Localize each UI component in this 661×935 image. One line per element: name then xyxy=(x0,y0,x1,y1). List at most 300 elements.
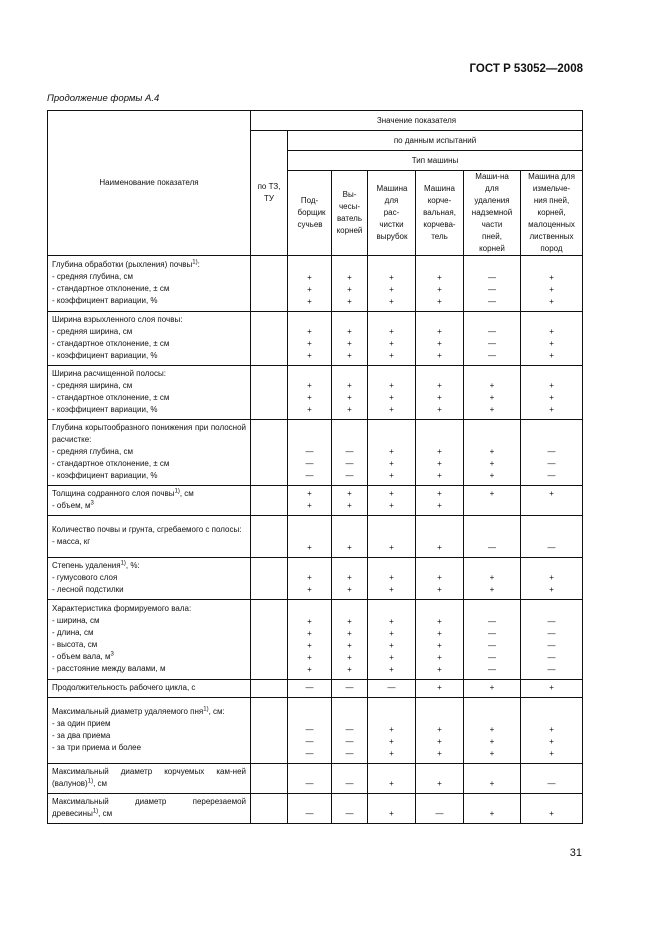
table-row xyxy=(48,600,583,680)
dash-mark: — xyxy=(547,629,556,638)
dash-mark: — xyxy=(345,809,354,818)
plus-mark: + xyxy=(489,737,495,746)
plus-mark: + xyxy=(549,339,554,348)
indicator-text: - масса, кг xyxy=(52,537,91,546)
plus-mark: + xyxy=(489,447,495,456)
dash-mark: — xyxy=(547,653,556,662)
mark-cell xyxy=(368,516,416,558)
table-row xyxy=(48,764,583,794)
mark-cell xyxy=(368,420,416,486)
plus-mark: + xyxy=(489,471,495,480)
plus-mark: + xyxy=(347,573,352,582)
mark-cell xyxy=(288,366,332,420)
mark-cell xyxy=(464,516,521,558)
indicator-text: - коэффициент вариации, % xyxy=(52,471,158,480)
plus-mark: + xyxy=(389,471,394,480)
mark-cell xyxy=(288,420,332,486)
dash-mark: — xyxy=(547,543,556,552)
mark-cell xyxy=(332,600,368,680)
dash-mark: — xyxy=(305,779,314,788)
group-header-machine-type: Тип машины xyxy=(288,151,583,171)
mark-cell xyxy=(368,366,416,420)
indicator-text: - гумусового слоя xyxy=(52,573,118,582)
indicator-text: Ширина расчищенной полосы: xyxy=(52,369,166,378)
plus-mark: + xyxy=(347,405,352,414)
mark-cell xyxy=(416,486,464,516)
plus-mark: + xyxy=(489,393,495,402)
dash-mark: — xyxy=(345,779,354,788)
plus-mark: + xyxy=(307,273,312,282)
mark-cell xyxy=(288,764,332,794)
mark-cell xyxy=(464,312,521,366)
indicator-text: - стандартное отклонение, ± см xyxy=(52,393,170,402)
plus-mark: + xyxy=(489,809,495,818)
dash-mark: — xyxy=(488,665,496,674)
plus-mark: + xyxy=(489,459,495,468)
plus-mark: + xyxy=(347,381,352,390)
tz-value-cell xyxy=(251,366,288,420)
plus-mark: + xyxy=(437,573,442,582)
mark-cell xyxy=(521,680,583,698)
plus-mark: + xyxy=(389,297,394,306)
group-header-value: Значение показателя xyxy=(251,111,583,131)
mark-cell xyxy=(416,312,464,366)
plus-mark: + xyxy=(489,725,495,734)
plus-mark: + xyxy=(307,489,312,498)
dash-mark: — xyxy=(547,665,556,674)
plus-mark: + xyxy=(307,501,312,510)
unit-exponent: 3 xyxy=(110,651,114,658)
dash-mark: — xyxy=(387,683,396,692)
plus-mark: + xyxy=(389,809,394,818)
indicator-text: - средняя глубина, см xyxy=(52,447,133,456)
machine-header-3 xyxy=(368,171,416,256)
plus-mark: + xyxy=(437,617,442,626)
plus-mark: + xyxy=(347,653,352,662)
plus-mark: + xyxy=(389,617,394,626)
dash-mark: — xyxy=(488,339,496,348)
indicator-text: Максимальный диаметр перерезаемой древесины xyxy=(52,797,246,818)
plus-mark: + xyxy=(437,737,442,746)
mark-cell xyxy=(521,558,583,600)
mark-cell xyxy=(416,558,464,600)
indicator-text: - стандартное отклонение, ± см xyxy=(52,284,170,293)
indicator-name xyxy=(48,698,251,764)
indicator-name xyxy=(48,366,251,420)
indicator-text: , %: xyxy=(125,561,140,570)
plus-mark: + xyxy=(489,585,495,594)
tz-value-cell xyxy=(251,680,288,698)
empty-mark xyxy=(521,500,582,512)
plus-mark: + xyxy=(437,665,442,674)
mark-cell xyxy=(416,764,464,794)
page-number: 31 xyxy=(569,847,582,859)
plus-mark: + xyxy=(389,629,394,638)
mark-cell xyxy=(416,420,464,486)
plus-mark: + xyxy=(437,327,442,336)
plus-mark: + xyxy=(347,501,352,510)
plus-mark: + xyxy=(307,653,312,662)
indicator-name xyxy=(48,516,251,558)
mark-cell xyxy=(521,698,583,764)
plus-mark: + xyxy=(489,381,495,390)
mark-cell xyxy=(464,486,521,516)
plus-mark: + xyxy=(347,665,352,674)
dash-mark: — xyxy=(435,809,444,818)
mark-cell xyxy=(332,516,368,558)
table-row xyxy=(48,698,583,764)
indicator-text: - средняя глубина, см xyxy=(52,272,133,281)
plus-mark: + xyxy=(307,405,312,414)
group-header-tests: по данным испытаний xyxy=(288,131,583,151)
plus-mark: + xyxy=(437,381,442,390)
mark-cell xyxy=(288,486,332,516)
plus-mark: + xyxy=(389,351,394,360)
plus-mark: + xyxy=(347,393,352,402)
indicator-text: , см xyxy=(93,779,108,788)
dash-mark: — xyxy=(305,459,314,468)
plus-mark: + xyxy=(437,725,442,734)
mark-cell xyxy=(464,256,521,312)
plus-mark: + xyxy=(347,351,352,360)
plus-mark: + xyxy=(437,641,442,650)
plus-mark: + xyxy=(389,665,394,674)
mark-cell xyxy=(416,256,464,312)
indicator-text: - коэффициент вариации, % xyxy=(52,296,158,305)
plus-mark: + xyxy=(437,339,442,348)
mark-cell xyxy=(416,600,464,680)
mark-cell xyxy=(464,600,521,680)
plus-mark: + xyxy=(549,405,554,414)
plus-mark: + xyxy=(437,447,442,456)
col-header-tz: по ТЗ, ТУ xyxy=(251,131,288,256)
mark-cell xyxy=(521,366,583,420)
dash-mark: — xyxy=(488,327,496,336)
plus-mark: + xyxy=(307,665,312,674)
plus-mark: + xyxy=(347,273,352,282)
plus-mark: + xyxy=(389,405,394,414)
mark-cell xyxy=(368,698,416,764)
machine-header-6 xyxy=(521,171,583,256)
mark-cell xyxy=(521,312,583,366)
plus-mark: + xyxy=(389,653,394,662)
dash-mark: — xyxy=(345,749,354,758)
plus-mark: + xyxy=(437,629,442,638)
plus-mark: + xyxy=(549,327,554,336)
indicator-text: Характеристика формируемого вала: xyxy=(52,604,192,613)
dash-mark: — xyxy=(345,683,354,692)
plus-mark: + xyxy=(307,641,312,650)
mark-cell xyxy=(368,486,416,516)
indicator-text: Толщина содранного слоя почвы xyxy=(52,489,175,498)
dash-mark: — xyxy=(488,273,496,282)
dash-mark: — xyxy=(488,285,496,294)
dash-mark: — xyxy=(305,683,314,692)
plus-mark: + xyxy=(389,543,394,552)
indicator-name xyxy=(48,420,251,486)
plus-mark: + xyxy=(347,297,352,306)
plus-mark: + xyxy=(307,617,312,626)
dash-mark: — xyxy=(488,617,496,626)
indicator-name xyxy=(48,486,251,516)
indicator-name xyxy=(48,764,251,794)
plus-mark: + xyxy=(307,573,312,582)
machine-header-label: Под-борщик сучьев xyxy=(297,196,326,229)
mark-cell xyxy=(332,420,368,486)
plus-mark: + xyxy=(549,285,554,294)
plus-mark: + xyxy=(437,489,442,498)
indicator-name: Глубина обработки (рыхления) почвы$^{1)}$: - средняя глубина, см - стандартное отклонение, ± см - коэффициент вариации, % xyxy=(48,256,251,312)
document-code: ГОСТ Р 53052—2008 xyxy=(469,63,583,75)
tz-value-cell xyxy=(251,516,288,558)
footnote-mark: 1) xyxy=(87,778,94,785)
indicator-name xyxy=(48,558,251,600)
plus-mark: + xyxy=(549,273,554,282)
plus-mark: + xyxy=(389,393,394,402)
mark-cell xyxy=(288,312,332,366)
unit-exponent: 3 xyxy=(90,500,94,507)
dash-mark: — xyxy=(547,641,556,650)
mark-cell xyxy=(464,366,521,420)
plus-mark: + xyxy=(307,393,312,402)
plus-mark: + xyxy=(437,405,442,414)
machine-header-label: Вы-чесы-ватель корней xyxy=(336,190,363,235)
indicator-text: Максимальный диаметр корчуемых кам-ней (валунов) xyxy=(52,767,246,788)
machine-header-2 xyxy=(332,171,368,256)
mark-cell xyxy=(288,680,332,698)
table-caption: Продолжение формы А.4 xyxy=(47,93,160,104)
plus-mark: + xyxy=(489,573,495,582)
plus-mark: + xyxy=(307,351,312,360)
table-row xyxy=(48,366,583,420)
machine-header-5 xyxy=(464,171,521,256)
dash-mark: — xyxy=(345,459,354,468)
dash-mark: — xyxy=(305,809,314,818)
mark-cell xyxy=(416,366,464,420)
plus-mark: + xyxy=(549,585,554,594)
indicator-text: - стандартное отклонение, ± см xyxy=(52,459,170,468)
plus-mark: + xyxy=(389,725,394,734)
plus-mark: + xyxy=(437,501,442,510)
plus-mark: + xyxy=(437,351,442,360)
plus-mark: + xyxy=(437,683,442,692)
dash-mark: — xyxy=(547,471,556,480)
plus-mark: + xyxy=(549,809,554,818)
mark-cell xyxy=(368,558,416,600)
plus-mark: + xyxy=(437,459,442,468)
plus-mark: + xyxy=(347,339,352,348)
plus-mark: + xyxy=(549,573,554,582)
table-row xyxy=(48,558,583,600)
mark-cell xyxy=(521,420,583,486)
plus-mark: + xyxy=(549,725,554,734)
footnote-mark: 1) xyxy=(92,808,99,815)
indicator-text: - расстояние между валами, м xyxy=(52,664,166,673)
plus-mark: + xyxy=(549,393,554,402)
plus-mark: + xyxy=(389,501,394,510)
table-row xyxy=(48,420,583,486)
plus-mark: + xyxy=(437,543,442,552)
footnote-mark: 1) xyxy=(203,706,209,713)
plus-mark: + xyxy=(489,779,495,788)
plus-mark: + xyxy=(489,749,495,758)
plus-mark: + xyxy=(437,779,442,788)
indicator-text: , см xyxy=(98,809,113,818)
tz-value-cell xyxy=(251,600,288,680)
indicator-text: - ширина, см xyxy=(52,616,100,625)
machine-header-label: Машина для рас-чистки вырубок xyxy=(376,184,408,241)
dash-mark: — xyxy=(305,447,314,456)
dash-mark: — xyxy=(547,447,556,456)
plus-mark: + xyxy=(489,489,495,498)
mark-cell xyxy=(288,794,332,824)
indicator-text: - за три приема и более xyxy=(52,743,142,752)
mark-cell xyxy=(464,794,521,824)
machine-header-label: Машина корче-вальная, корчева-тель xyxy=(423,184,456,241)
dash-mark: — xyxy=(547,779,556,788)
plus-mark: + xyxy=(347,641,352,650)
plus-mark: + xyxy=(549,297,554,306)
mark-cell xyxy=(416,680,464,698)
indicator-text: - средняя ширина, см xyxy=(52,327,133,336)
plus-mark: + xyxy=(307,381,312,390)
mark-cell xyxy=(521,516,583,558)
dash-mark: — xyxy=(488,653,496,662)
plus-mark: + xyxy=(549,749,554,758)
mark-cell xyxy=(368,256,416,312)
table-row xyxy=(48,680,583,698)
mark-cell xyxy=(332,764,368,794)
plus-mark: + xyxy=(389,327,394,336)
plus-mark: + xyxy=(549,351,554,360)
dash-mark: — xyxy=(488,629,496,638)
dash-mark: — xyxy=(305,471,314,480)
mark-cell xyxy=(368,600,416,680)
mark-cell xyxy=(521,600,583,680)
plus-mark: + xyxy=(347,585,352,594)
indicator-text: - длина, см xyxy=(52,628,94,637)
mark-cell xyxy=(464,698,521,764)
plus-mark: + xyxy=(437,297,442,306)
mark-cell xyxy=(332,698,368,764)
col-header-indicator: Наименование показателя xyxy=(48,111,251,256)
dash-mark: — xyxy=(345,471,354,480)
tz-value-cell xyxy=(251,420,288,486)
plus-mark: + xyxy=(389,273,394,282)
indicator-name xyxy=(48,794,251,824)
mark-cell xyxy=(464,764,521,794)
plus-mark: + xyxy=(307,629,312,638)
mark-cell xyxy=(464,558,521,600)
tz-value-cell xyxy=(251,558,288,600)
plus-mark: + xyxy=(347,327,352,336)
table-row xyxy=(48,486,583,516)
plus-mark: + xyxy=(389,749,394,758)
plus-mark: + xyxy=(307,285,312,294)
plus-mark: + xyxy=(389,737,394,746)
plus-mark: + xyxy=(437,585,442,594)
indicator-table xyxy=(47,110,583,824)
plus-mark: + xyxy=(389,641,394,650)
dash-mark: — xyxy=(547,459,556,468)
machine-header-1 xyxy=(288,171,332,256)
plus-mark: + xyxy=(549,381,554,390)
dash-mark: — xyxy=(305,725,314,734)
indicator-text: Степень удаления xyxy=(52,561,121,570)
empty-mark xyxy=(464,500,520,512)
footnote-mark: 1) xyxy=(120,560,126,567)
plus-mark: + xyxy=(389,285,394,294)
mark-cell xyxy=(368,764,416,794)
indicator-text: - стандартное отклонение, ± см xyxy=(52,339,170,348)
table-row xyxy=(48,312,583,366)
mark-cell xyxy=(521,486,583,516)
indicator-text: Глубина корытообразного понижения при полосной расчистке: xyxy=(52,423,246,444)
indicator-text: Максимальный диаметр удаляемого пня xyxy=(52,707,204,716)
plus-mark: + xyxy=(389,459,394,468)
indicator-text: - лесной подстилки xyxy=(52,585,124,594)
table-row xyxy=(48,794,583,824)
dash-mark: — xyxy=(488,297,496,306)
mark-cell xyxy=(288,558,332,600)
plus-mark: + xyxy=(307,543,312,552)
mark-cell xyxy=(332,256,368,312)
indicator-text: - объем вала, м xyxy=(52,652,111,661)
indicator-name xyxy=(48,680,251,698)
dash-mark: — xyxy=(547,617,556,626)
mark-cell xyxy=(368,794,416,824)
dash-mark: — xyxy=(305,749,314,758)
mark-cell xyxy=(288,698,332,764)
tz-value-cell xyxy=(251,312,288,366)
footnote-mark: 1) xyxy=(192,259,198,266)
plus-mark: + xyxy=(437,393,442,402)
plus-mark: + xyxy=(389,381,394,390)
indicator-text: - коэффициент вариации, % xyxy=(52,351,158,360)
plus-mark: + xyxy=(347,629,352,638)
plus-mark: + xyxy=(549,489,554,498)
mark-cell xyxy=(332,794,368,824)
table-row xyxy=(48,516,583,558)
plus-mark: + xyxy=(389,779,394,788)
plus-mark: + xyxy=(307,339,312,348)
mark-cell xyxy=(464,680,521,698)
dash-mark: — xyxy=(488,641,496,650)
machine-header-label: Маши-на для удаления надземной части пней, корней xyxy=(471,172,513,253)
mark-cell xyxy=(332,366,368,420)
mark-cell xyxy=(521,764,583,794)
tz-value-cell xyxy=(251,794,288,824)
mark-cell xyxy=(368,680,416,698)
dash-mark: — xyxy=(345,725,354,734)
mark-cell xyxy=(368,312,416,366)
plus-mark: + xyxy=(389,339,394,348)
indicator-text: Глубина обработки (рыхления) почвы xyxy=(52,260,193,269)
tz-value-cell xyxy=(251,486,288,516)
plus-mark: + xyxy=(389,573,394,582)
mark-cell xyxy=(464,420,521,486)
indicator-text: - за два приема xyxy=(52,731,111,740)
mark-cell xyxy=(332,486,368,516)
tz-value-cell xyxy=(251,256,288,312)
plus-mark: + xyxy=(347,285,352,294)
indicator-text: - средняя ширина, см xyxy=(52,381,133,390)
footnote-mark: 1) xyxy=(174,488,180,495)
indicator-text: - за один прием xyxy=(52,719,111,728)
mark-cell xyxy=(332,312,368,366)
plus-mark: + xyxy=(437,273,442,282)
dash-mark: — xyxy=(345,447,354,456)
